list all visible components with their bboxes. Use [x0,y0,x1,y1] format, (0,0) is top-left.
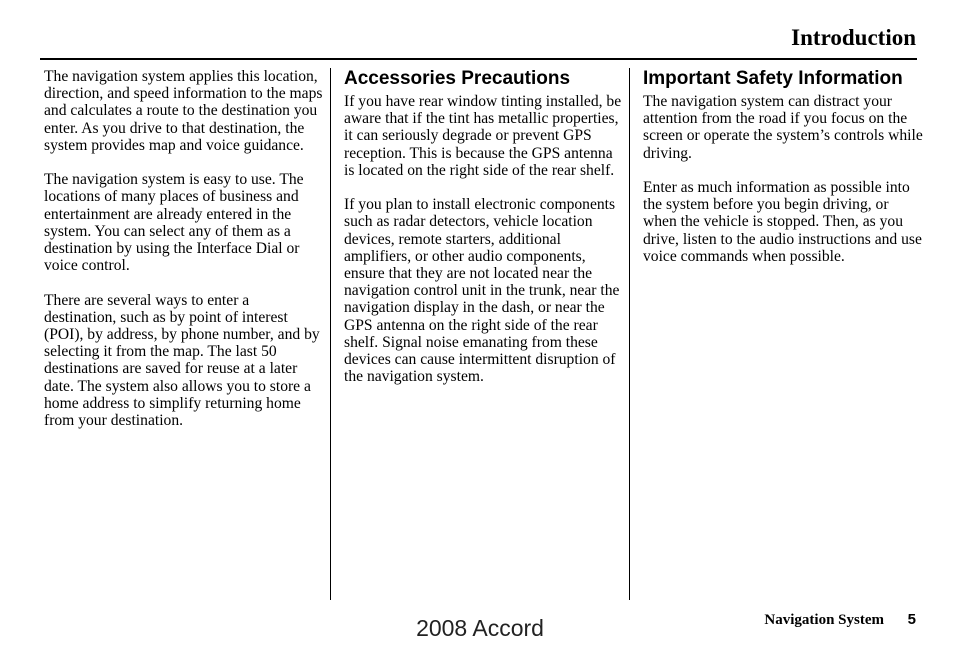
page-number: 5 [907,611,916,628]
footer-label: Navigation System [764,612,884,628]
paragraph: The navigation system applies this location, direction, and speed information to the maps and calculates a route to the destination you enter. As you drive to that destination, the system provides map and voice guidance. [44,68,323,154]
watermark: 2008 Accord [416,615,544,641]
right-column [643,68,923,282]
section-heading-safety: Important Safety Information [643,68,903,89]
paragraph: If you have rear window tinting installed, be aware that if the tint has metallic properties, it can seriously degrade or prevent GPS reception. This is because the GPS antenna is located on the right side of the rear shelf. [344,93,622,179]
column-divider [629,68,630,600]
paragraph: The navigation system is easy to use. The locations of many places of business and entertainment are already entered in the system. You can select any of them as a destination by using the Interface Dial or voice control. [44,171,304,275]
paragraph: If you plan to install electronic components such as radar detectors, vehicle location devices, remote starters, additional amplifiers, or other audio components, ensure that they are not located near the navigation control unit in the trunk, near the navigation display in the dash, or near the GPS antenna on the right side of the rear shelf. Signal noise emanating from these devices can cause intermittent disruption of the navigation system. [344,196,620,386]
section-heading-accessories: Accessories Precautions [344,68,571,89]
page-header [40,24,917,60]
paragraph: The navigation system can distract your attention from the road if you focus on the screen or operate the system’s controls while driving. [643,93,923,162]
paragraph: There are several ways to enter a destination, such as by point of interest (POI), by address, by phone number, and by selecting it from the map. The last 50 destinations are saved for reuse at a later date. The system also allows you to store a home address to simplify returning home from your destination. [44,291,320,430]
paragraph: Enter as much information as possible into the system before you begin driving, or when the vehicle is stopped. Then, as you drive, listen to the audio instructions and use voice commands when possible. [643,179,922,265]
middle-column [344,68,624,403]
left-column [44,68,324,446]
page-title: Introduction [791,25,916,50]
column-divider [330,68,331,600]
